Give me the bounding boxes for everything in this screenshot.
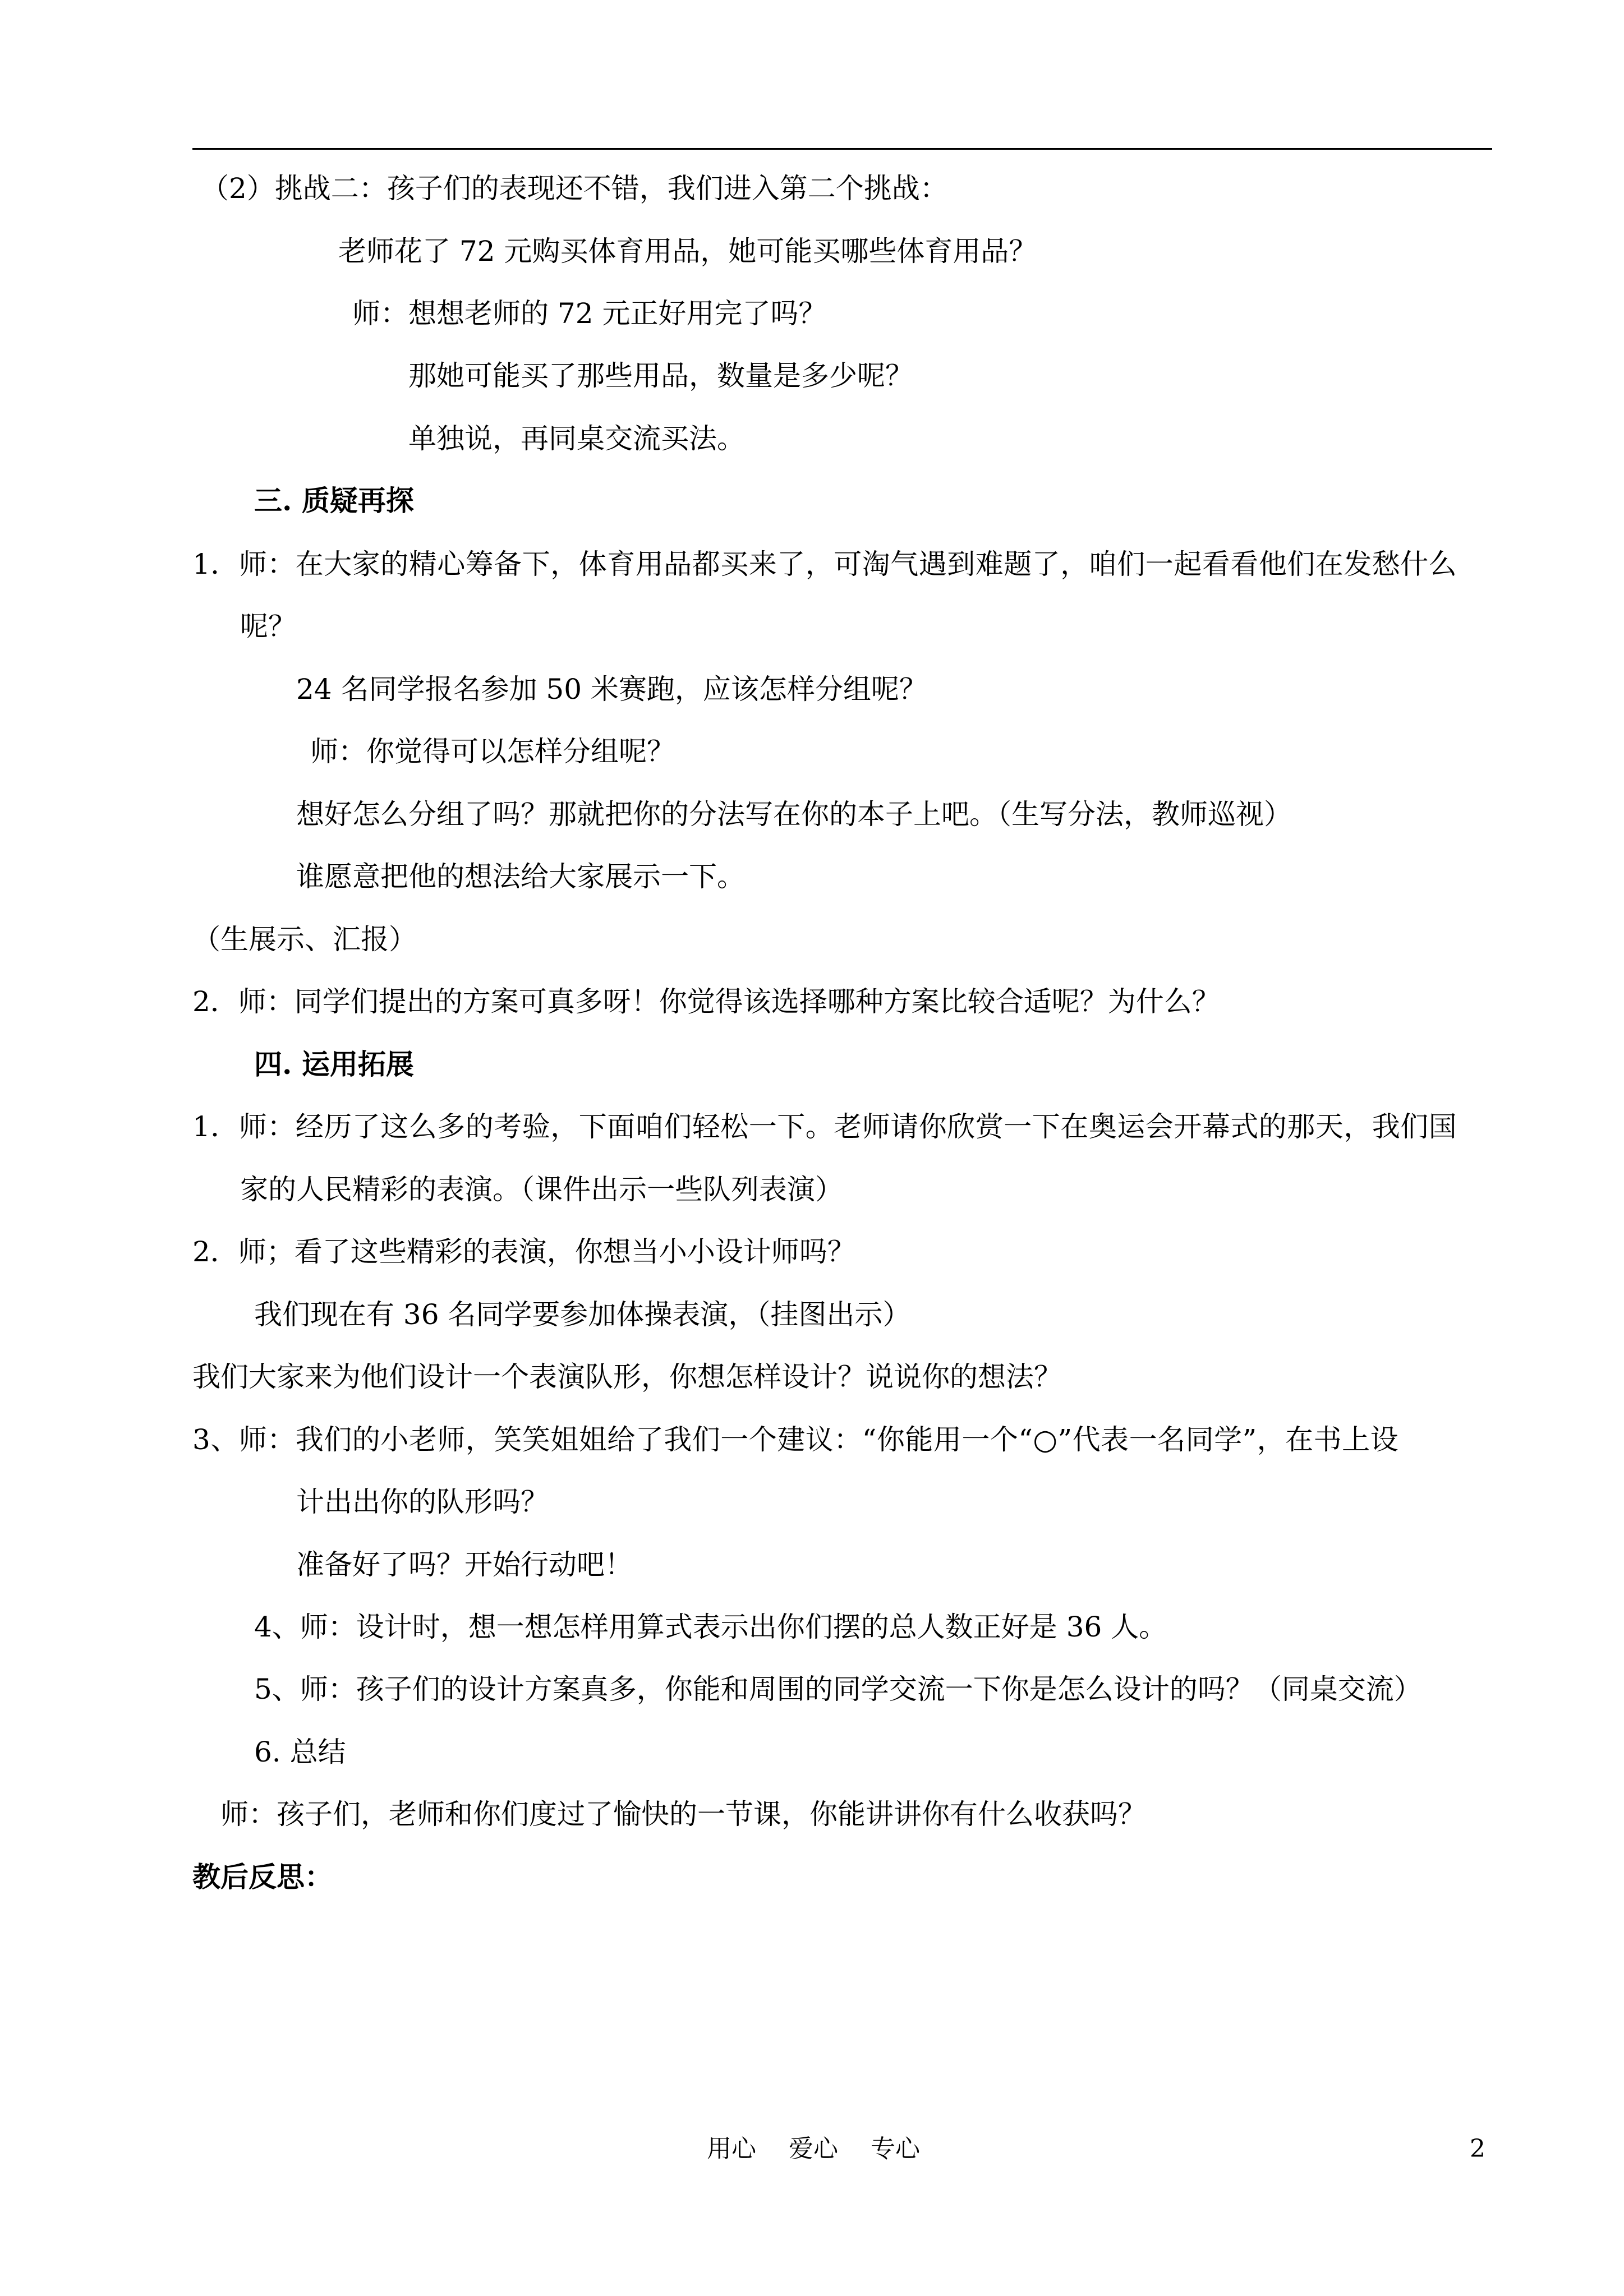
text-line: 3、师：我们的小老师，笑笑姐姐给了我们一个建议：“你能用一个“○”代表一名同学”，在书上设 (192, 1423, 1399, 1456)
section-heading: 三. 质疑再探 (254, 484, 414, 517)
text-line: 那她可能买了那些用品，数量是多少呢？ (408, 359, 913, 392)
text-line: 我们现在有 36 名同学要参加体操表演，（挂图出示） (254, 1298, 911, 1331)
text-line: 想好怎么分组了吗？那就把你的分法写在你的本子上吧。（生写分法，教师巡视） (296, 798, 1292, 831)
text-line: 准备好了吗？开始行动吧！ (296, 1548, 633, 1581)
text-line: 计出出你的队形吗？ (296, 1486, 549, 1518)
text-line: 呢？ (240, 610, 296, 643)
text-line: 老师花了 72 元购买体育用品，她可能买哪些体育用品？ (338, 235, 1037, 268)
text-line: 2．师；看了这些精彩的表演，你想当小小设计师吗？ (192, 1235, 855, 1268)
section-heading: 四. 运用拓展 (254, 1048, 414, 1081)
page-number: 2 (1470, 2134, 1485, 2163)
text-line: 5、师：孩子们的设计方案真多，你能和周围的同学交流一下你是怎么设计的吗？（同桌交流） (254, 1673, 1422, 1705)
text-line: 6. 总结 (254, 1736, 346, 1768)
footer-motto: 用心 (707, 2134, 756, 2163)
text-line: （2）挑战二：孩子们的表现还不错，我们进入第二个挑战： (201, 172, 948, 205)
reflection-heading: 教后反思： (192, 1860, 333, 1893)
text-line: 师：想想老师的 72 元正好用完了吗？ (352, 297, 827, 330)
text-line: 4、师：设计时，想一想怎样用算式表示出你们摆的总人数正好是 36 人。 (254, 1611, 1167, 1643)
text-line: 1．师：在大家的精心筹备下，体育用品都买来了，可淘气遇到难题了，咱们一起看看他们在发愁什么 (192, 548, 1457, 580)
footer-motto: 专心 (871, 2134, 920, 2163)
text-line: 师：孩子们，老师和你们度过了愉快的一节课，你能讲讲你有什么收获吗？ (220, 1798, 1146, 1831)
text-line: 2．师：同学们提出的方案可真多呀！你觉得该选择哪种方案比较合适呢？为什么？ (192, 985, 1220, 1018)
footer-motto: 爱心 (789, 2134, 838, 2163)
text-line: 谁愿意把他的想法给大家展示一下。 (296, 860, 745, 893)
text-line: 家的人民精彩的表演。（课件出示一些队列表演） (240, 1173, 843, 1206)
text-line: 24 名同学报名参加 50 米赛跑，应该怎样分组呢？ (296, 673, 927, 706)
header-rule (192, 148, 1492, 150)
text-line: 单独说，再同桌交流买法。 (408, 422, 745, 455)
text-line: 师：你觉得可以怎样分组呢？ (310, 735, 675, 768)
text-line: 我们大家来为他们设计一个表演队形，你想怎样设计？说说你的想法？ (192, 1361, 1062, 1393)
text-line: （生展示、汇报） (192, 923, 417, 956)
footer-mottos (707, 2134, 953, 2164)
text-line: 1．师：经历了这么多的考验，下面咱们轻松一下。老师请你欣赏一下在奥运会开幕式的那天，我们国 (192, 1110, 1457, 1143)
